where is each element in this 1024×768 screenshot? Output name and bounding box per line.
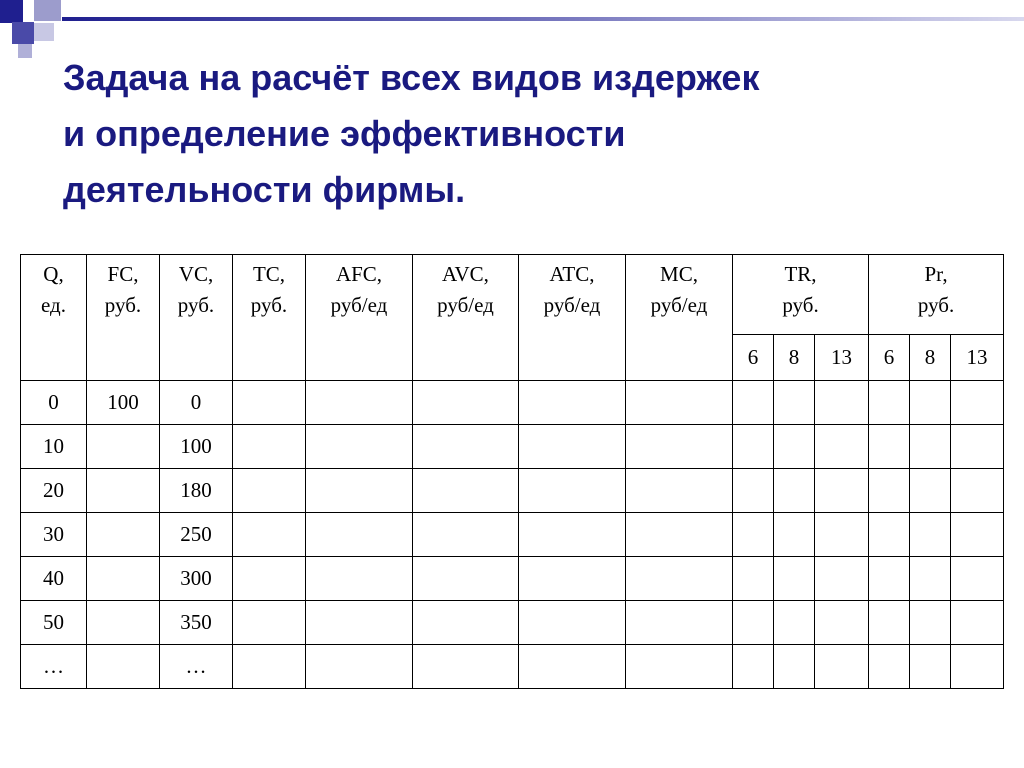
cell-avc [413,601,519,645]
cell-tr-13 [815,425,869,469]
cell-atc [519,645,626,689]
cell-fc [87,513,160,557]
pr-price-8: 8 [910,335,951,381]
cell-tr-13 [815,645,869,689]
cell-pr-13 [951,557,1004,601]
cell-pr-6 [869,381,910,425]
cell-tr-13 [815,513,869,557]
cell-q: 40 [21,557,87,601]
cell-pr-6 [869,645,910,689]
header-mc: MC, руб/ед [626,255,733,381]
cell-pr-6 [869,469,910,513]
table-row [21,469,1004,513]
header-vc: VC, руб. [160,255,233,381]
cell-avc [413,425,519,469]
pr-price-6: 6 [869,335,910,381]
cell-tr-6 [733,469,774,513]
header-bar [62,17,1024,21]
cell-mc [626,601,733,645]
cell-q: 0 [21,381,87,425]
cell-afc [306,557,413,601]
header-pr: Pr, руб. [869,255,1004,335]
cell-tr-8 [774,425,815,469]
cell-tc [233,645,306,689]
table-row [21,601,1004,645]
header-tc: TC, руб. [233,255,306,381]
cell-fc [87,601,160,645]
corner-square-pale [34,23,54,41]
cell-tc [233,513,306,557]
cell-pr-6 [869,557,910,601]
cell-tr-13 [815,381,869,425]
cell-pr-13 [951,513,1004,557]
cell-tr-6 [733,425,774,469]
cell-fc [87,425,160,469]
cell-pr-13 [951,469,1004,513]
cell-pr-8 [910,601,951,645]
cell-avc [413,557,519,601]
cell-afc [306,513,413,557]
cell-afc [306,601,413,645]
cell-mc [626,513,733,557]
cell-fc [87,469,160,513]
pr-price-13: 13 [951,335,1004,381]
cell-fc [87,645,160,689]
header-q: Q, ед. [21,255,87,381]
cell-tc [233,469,306,513]
cell-pr-8 [910,381,951,425]
header-avc: AVC, руб/ед [413,255,519,381]
corner-square-mid [12,22,34,44]
table-row [21,513,1004,557]
cell-atc [519,601,626,645]
corner-square-light [34,0,61,21]
title-line-1: Задача на расчёт всех видов издержек [63,57,760,98]
cell-pr-13 [951,601,1004,645]
corner-square-small [18,44,32,58]
cell-vc: 100 [160,425,233,469]
cell-vc: 300 [160,557,233,601]
table-row [21,425,1004,469]
table-row [21,557,1004,601]
cell-q: … [21,645,87,689]
cell-pr-8 [910,645,951,689]
cell-pr-6 [869,425,910,469]
cell-q: 30 [21,513,87,557]
cell-avc [413,645,519,689]
cell-atc [519,469,626,513]
cell-avc [413,381,519,425]
cell-fc [87,557,160,601]
header-fc: FC, руб. [87,255,160,381]
cell-vc: 350 [160,601,233,645]
cell-tr-13 [815,601,869,645]
cell-pr-13 [951,425,1004,469]
cell-q: 50 [21,601,87,645]
corner-square-dark [0,0,23,23]
cell-mc [626,381,733,425]
cell-tr-8 [774,513,815,557]
table-row [21,381,1004,425]
tr-price-6: 6 [733,335,774,381]
cell-tr-6 [733,557,774,601]
cell-tc [233,381,306,425]
cell-afc [306,645,413,689]
title-line-3: деятельности фирмы. [63,169,466,210]
cell-atc [519,381,626,425]
cell-tr-8 [774,601,815,645]
cell-pr-8 [910,425,951,469]
cell-tc [233,557,306,601]
tr-price-13: 13 [815,335,869,381]
cell-tr-8 [774,645,815,689]
cell-afc [306,381,413,425]
cell-tr-6 [733,381,774,425]
cell-pr-8 [910,469,951,513]
cell-afc [306,425,413,469]
cell-atc [519,513,626,557]
header-tr: TR, руб. [733,255,869,335]
cell-vc: 250 [160,513,233,557]
cell-avc [413,469,519,513]
cell-pr-13 [951,381,1004,425]
header-afc: AFC, руб/ед [306,255,413,381]
title-line-2: и определение эффективности [63,113,626,154]
cell-tr-8 [774,469,815,513]
cell-tr-13 [815,557,869,601]
table-row [21,645,1004,689]
cell-pr-13 [951,645,1004,689]
cell-mc [626,645,733,689]
cell-q: 10 [21,425,87,469]
cell-afc [306,469,413,513]
cell-avc [413,513,519,557]
cell-tr-6 [733,513,774,557]
cell-tr-6 [733,645,774,689]
cell-mc [626,557,733,601]
cell-mc [626,425,733,469]
cell-pr-6 [869,513,910,557]
cell-q: 20 [21,469,87,513]
cost-table [20,254,1004,689]
cell-pr-6 [869,601,910,645]
cell-tr-8 [774,557,815,601]
cell-tc [233,425,306,469]
cell-fc: 100 [87,381,160,425]
table-body [21,381,1004,689]
cell-tr-8 [774,381,815,425]
cell-pr-8 [910,513,951,557]
cell-vc: … [160,645,233,689]
slide-title [63,50,1003,218]
tr-price-8: 8 [774,335,815,381]
cell-tc [233,601,306,645]
cell-pr-8 [910,557,951,601]
cell-vc: 0 [160,381,233,425]
header-row [21,255,1004,335]
cell-vc: 180 [160,469,233,513]
header-atc: ATC, руб/ед [519,255,626,381]
cell-atc [519,557,626,601]
cell-tr-6 [733,601,774,645]
cell-atc [519,425,626,469]
cell-tr-13 [815,469,869,513]
cell-mc [626,469,733,513]
